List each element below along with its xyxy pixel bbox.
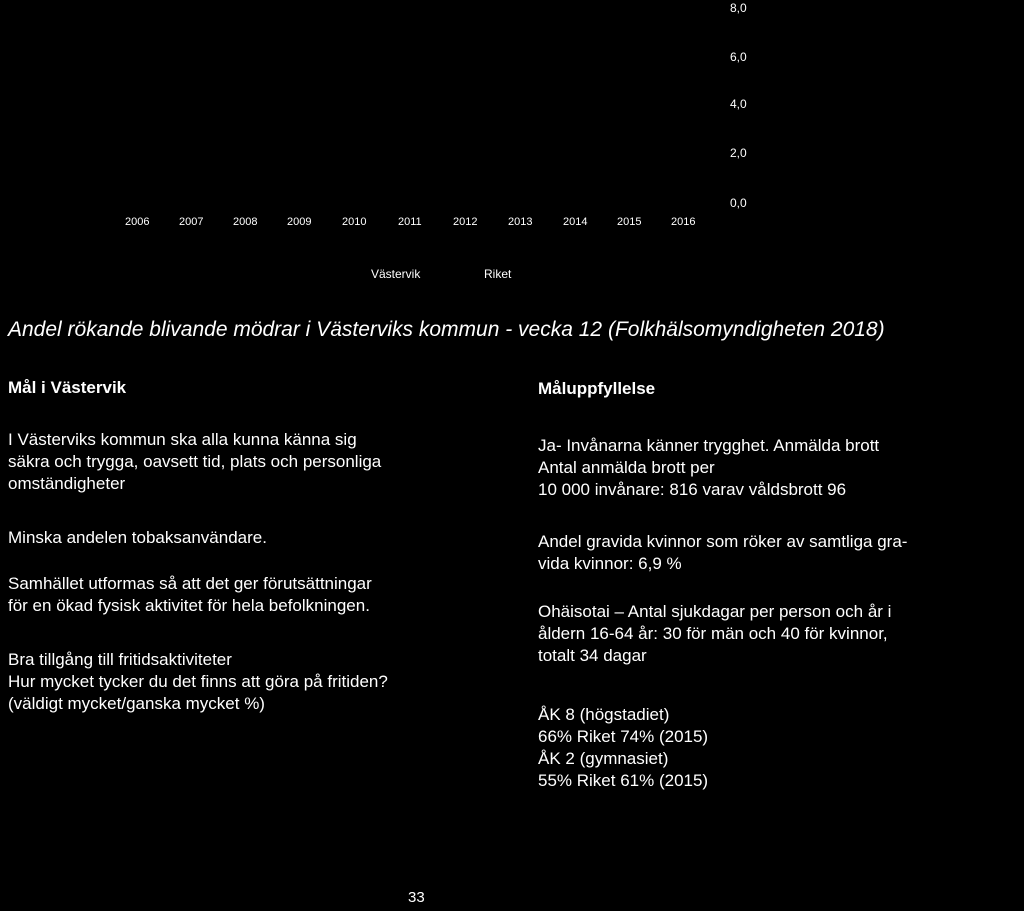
x-tick-label: 2013 bbox=[508, 216, 533, 228]
text-line: Samhället utformas så att det ger förutsättningar bbox=[8, 574, 372, 593]
left-paragraph-2 bbox=[8, 527, 267, 549]
x-tick-label: 2012 bbox=[453, 216, 478, 228]
text-line: säkra och trygga, oavsett tid, plats och personliga bbox=[8, 452, 382, 471]
right-paragraph-3 bbox=[538, 601, 891, 667]
x-tick-label: 2016 bbox=[671, 216, 696, 228]
left-paragraph-3 bbox=[8, 573, 372, 617]
x-tick-label: 2006 bbox=[125, 216, 150, 228]
left-paragraph-1 bbox=[8, 429, 381, 495]
x-tick-label: 2014 bbox=[563, 216, 588, 228]
y-tick-label: 2,0 bbox=[730, 146, 747, 160]
right-paragraph-1 bbox=[538, 435, 879, 501]
y-tick-label: 8,0 bbox=[730, 1, 747, 15]
left-heading: Mål i Västervik bbox=[8, 378, 127, 397]
y-tick-label: 4,0 bbox=[730, 97, 747, 111]
text-line: ÅK 2 (gymnasiet) bbox=[538, 749, 669, 768]
text-line: I Västerviks kommun ska alla kunna känna sig bbox=[8, 430, 357, 449]
x-tick-label: 2009 bbox=[287, 216, 312, 228]
text-line: vida kvinnor: 6,9 % bbox=[538, 554, 682, 573]
legend-label-vastervik: Västervik bbox=[371, 267, 421, 281]
text-line: Ja- Invånarna känner trygghet. Anmälda brott bbox=[538, 436, 880, 455]
text-line: Hur mycket tycker du det finns att göra på fritiden? bbox=[8, 672, 388, 691]
text-line: 10 000 invånare: 816 varav våldsbrott 96 bbox=[538, 480, 847, 499]
left-paragraph-4 bbox=[8, 649, 388, 715]
text-line: åldern 16-64 år: 30 för män och 40 för kvinnor, bbox=[538, 624, 888, 643]
page-number: 33 bbox=[408, 889, 425, 906]
text-line: Antal anmälda brott per bbox=[538, 458, 715, 477]
text-line: 55% Riket 61% (2015) bbox=[538, 771, 709, 790]
x-tick-label: 2007 bbox=[179, 216, 204, 228]
x-tick-label: 2011 bbox=[398, 216, 422, 228]
legend-label-riket: Riket bbox=[484, 267, 512, 281]
text-line: Minska andelen tobaksanvändare. bbox=[8, 528, 267, 547]
y-tick-label: 6,0 bbox=[730, 50, 747, 64]
text-line: totalt 34 dagar bbox=[538, 646, 647, 665]
text-line: 66% Riket 74% (2015) bbox=[538, 727, 709, 746]
right-paragraph-2 bbox=[538, 531, 907, 575]
y-tick-label: 0,0 bbox=[730, 196, 747, 210]
x-tick-label: 2008 bbox=[233, 216, 258, 228]
chart-caption: Andel rökande blivande mödrar i Västerviks kommun - vecka 12 (Folkhälsomyndigheten 2018) bbox=[8, 318, 885, 341]
right-heading: Måluppfyllelse bbox=[538, 379, 656, 398]
text-line: ÅK 8 (högstadiet) bbox=[538, 705, 670, 724]
text-line: (väldigt mycket/ganska mycket %) bbox=[8, 694, 265, 713]
x-tick-label: 2015 bbox=[617, 216, 642, 228]
right-paragraph-4 bbox=[538, 704, 708, 792]
text-line: Andel gravida kvinnor som röker av samtliga gra- bbox=[538, 532, 908, 551]
text-line: omständigheter bbox=[8, 474, 126, 493]
x-tick-label: 2010 bbox=[342, 216, 367, 228]
text-line: för en ökad fysisk aktivitet för hela befolkningen. bbox=[8, 596, 370, 615]
text-line: Bra tillgång till fritidsaktiviteter bbox=[8, 650, 232, 669]
text-line: Ohäisotai – Antal sjukdagar per person och år i bbox=[538, 602, 892, 621]
